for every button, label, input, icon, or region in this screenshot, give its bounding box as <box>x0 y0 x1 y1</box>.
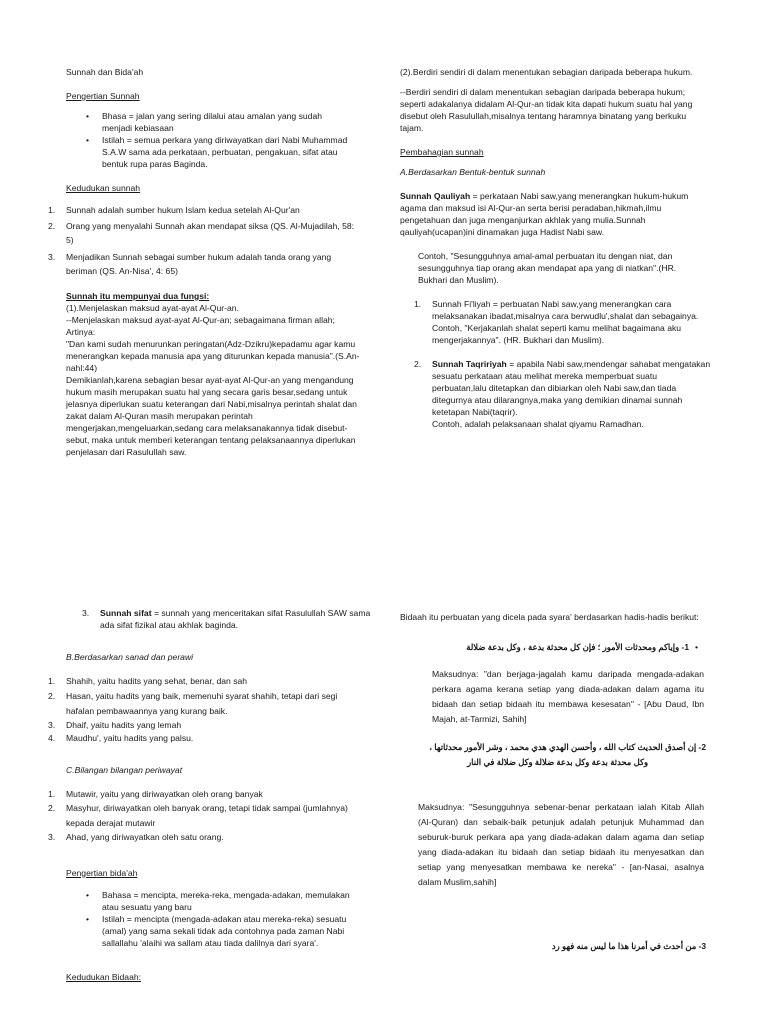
bentuk-sunnah-heading: A.Berdasarkan Bentuk-bentuk sunnah <box>400 167 546 177</box>
term-label: Sunnah sifat <box>100 608 152 618</box>
list-item: 2. Masyhur, diriwayatkan oleh banyak orang, tetapi tidak sampai (jumlahnya) kepada derajat mutawir <box>48 803 348 828</box>
kedudukan-sunnah-heading: Kedudukan sunnah <box>66 183 141 193</box>
kedudukan-sunnah-list <box>48 204 358 278</box>
sunnah-qauliyah-paragraph: Sunnah Qauliyah = perkataan Nabi saw,yang menerangkan hukum-hukum agama dan maksud isi Al-Qur-an serta berisi peradaban,hikmah,ilmu pengetahuan dan juga menganjurkan akhlak yang mulia.Sunnah qauliyah(ucapan)ini dinamakan juga Hadist Nabi saw. <box>400 191 689 237</box>
paragraph: --Berdiri sendiri di dalam menentukan sebagian daripada beberapa hukum; seperti adakalanya didalam Al-Qur-an tidak kita dapati hukum suatu hal yang disebut oleh Rasulullah,misalnya tentang haramnya binatang yang berkuku tajam. <box>400 87 693 133</box>
list-item: • Istilah = semua perkara yang diriwayatkan dari Nabi Muhammad S.A.W sama ada perkataan, perbuatan, pengakuan, sifat atau bentuk rupa paras Baginda. <box>86 134 348 170</box>
paragraph: --Menjelaskan maksud ayat-ayat Al-Qur-an; sebagaimana firman allah; Artinya: <box>66 315 335 337</box>
qauliyah-example: Contoh, "Sesungguhnya amal-amal perbuatan itu dengan niat, dan sesungguhnya tiap orang akan mendapat apa yang di niatkan".(HR. Bukhari dan Muslim). <box>418 251 677 285</box>
paragraph: Demikianlah,karena sebagian besar ayat-ayat Al-Qur-an yang mengandung hukum masih merupakan suatu hal yang secara garis besar,sedang untuk jelasnya diperlukan suatu keterangan dari Nabi,misalnya perintah shalat dan zakat dalam Al-Quran masih merupakan perintah mengerjakan,mengeluarkan,sedang cara melaksanakannya tidak disebut-sebut, maka untuk memberi keterangan tentang pelaksanaannya diperlukan penjelasan dari Rasulullah saw. <box>66 375 357 457</box>
term-label: Sunnah Fi'liyah <box>432 299 491 309</box>
arabic-text: وكل محدثة بدعة وكل بدعة ضلالة وكل ضلالة في النار <box>467 757 648 767</box>
hadith-1 <box>400 641 708 727</box>
hadith-2-maksud: Maksudnya: "Sesungguhnya sebenar-benar perkataan ialah Kitab Allah (Al-Quran) dan sebaik-baik petunjuk adalah petunjuk Muhammad dan seburuk-buruk perkara apa yang diada-adakan dalam agama dan setiap yang diada-adakan itu bidaah dan setiap bidaah itu menyesatkan dan setiap yang menyesatkan membawa ke nereka" - [an-Nasai, asalnya dalam Muslim,sahih] <box>418 802 704 887</box>
document-title: Sunnah dan Bida'ah <box>66 67 144 77</box>
hadith-2 <box>400 741 708 890</box>
p1-right-column <box>400 66 711 430</box>
pengertian-sunnah-heading: Pengertian Sunnah <box>66 91 140 101</box>
list-item: • Bahasa = mencipta, mereka-reka, mengada-adakan, memulakan atau sesuatu yang baru <box>86 889 358 913</box>
bidaah-intro: Bidaah itu perbuatan yang dicela pada syara' berdasarkan hadis-hadis berikut: <box>400 612 699 622</box>
paragraph: (2).Berdiri sendiri di dalam menentukan sebagian daripada beberapa hukum. <box>400 67 693 77</box>
list-item: 3. Dhaif, yaitu hadits yang lemah <box>48 719 182 730</box>
sanad-list <box>48 675 358 746</box>
pengertian-bidaah-list <box>86 889 358 949</box>
list-item: 1. Mutawir, yaitu yang diriwayatkan oleh orang banyak <box>48 788 263 799</box>
pengertian-sunnah-list <box>86 110 348 170</box>
bilangan-periwayat-heading: C.Bilangan bilangan periwayat <box>66 764 183 775</box>
paragraph: (1).Menjelaskan maksud ayat-ayat Al-Qur-an. <box>66 303 239 313</box>
list-item: 3. Ahad, yang diriwayatkan oleh satu orang. <box>48 832 224 842</box>
list-item: 2. Orang yang menyalahi Sunnah akan mendapat siksa (QS. Al-Mujadilah, 58: 5) <box>48 221 355 245</box>
fungsi-sunnah-heading: Sunnah itu mempunyai dua fungsi: <box>66 291 210 301</box>
bilangan-list <box>48 788 358 845</box>
list-item: 4. Maudhu', yaitu hadits yang palsu. <box>48 733 194 743</box>
term-label: Sunnah Taqririyah <box>432 359 507 369</box>
arabic-text: 1- وإياكم ومحدثات الأمور ؛ فإن كل محدثة بدعة ، وكل بدعة ضلالة <box>466 642 689 652</box>
pembahagian-sunnah-heading: Pembahagian sunnah <box>400 147 484 157</box>
list-item: 1. Shahih, yaitu hadits yang sehat, benar, dan sah <box>48 676 248 686</box>
p1-left-column <box>48 66 358 458</box>
kedudukan-bidaah-heading: Kedudukan Bidaah: <box>66 971 142 982</box>
hadith-1-maksud: Maksudnya: "dan berjaga-jagalah kamu daripada mengada-adakan perkara agama kerana setiap yang diada-adakan dalam agama itu bidaah dan setiap bidaah itu membawa kesesatan" - [Abu Daud, Ibn Majah, at-Tarmizi, Sahih] <box>432 669 704 724</box>
sanad-perawi-heading: B.Berdasarkan sanad dan perawi <box>66 652 194 662</box>
p2-left-column <box>48 607 371 983</box>
arabic-text: 2- إن أصدق الحديث كتاب الله ، وأحسن الهدي هدي محمد ، وشر الأمور محدثاتها ، <box>429 742 706 752</box>
list-item: • Istilah = mencipta (mengada-adakan atau mereka-reka) sesuatu (amal) yang sama sekali tidak ada contohnya pada zaman Nabi sallallahu 'alaihi wa sallam atau tiada dalilnya dari syara'. <box>86 913 358 949</box>
hadith-3-arabic: 3- من أحدث في أمرنا هذا ما ليس منه فهو رد <box>551 941 706 951</box>
taqririyah-example: Contoh, adalah pelaksanaan shalat qiyamu Ramadhan. <box>432 419 644 429</box>
p2-right-column <box>400 610 708 952</box>
sunnah-sifat-item: 3. Sunnah sifat = sunnah yang menceritakan sifat Rasulullah SAW sama ada sifat fizikal atau akhlak baginda. <box>82 608 371 630</box>
bullet: • <box>694 642 698 652</box>
paragraph: "Dan kami sudah menurunkan peringatan(Adz-Dzikru)kepadamu agar kamu menerangkan kepada manusia apa yang diturunkan kepada manusia".(S.An-nahl:44) <box>66 339 360 373</box>
sunnah-fiiliyah-item: 1. Sunnah Fi'liyah = perbuatan Nabi saw,yang menerangkan cara melaksanakan ibadat,misalnya cara berwudlu',shalat dan sebagainya. Contoh, "Kerjakanlah shalat seperti kamu melihat bagaimana aku mengerjakannya". (HR. Bukhari dan Muslim). <box>414 298 712 346</box>
list-item: • Bhasa = jalan yang sering dilalui atau amalan yang sudah menjadi kebiasaan <box>86 110 348 134</box>
list-item: 2. Hasan, yaitu hadits yang baik, memenuhi syarat shahih, tetapi dari segi hafalan pembawaannya yang kurang baik. <box>48 690 338 716</box>
fiiliyah-example: Contoh, "Kerjakanlah shalat seperti kamu melihat bagaimana aku mengerjakannya". (HR. Bukhari dan Muslim). <box>432 323 682 345</box>
sunnah-taqririyah-item: 2. Sunnah Taqririyah = apabila Nabi saw,mendengar sahabat mengatakan sesuatu perkataan atau melihat mereka memperbuat suatu perbuatan,lalu ditetapkan dan dibiarkan oleh Nabi saw,dan tiada ditegurnya atau dilarangnya,maka yang demikian dinamai sunnah ketetapan Nabi(taqrir). Contoh, adalah pelaksanaan shalat qiyamu Ramadhan. <box>414 359 711 429</box>
list-item: 1. Sunnah adalah sumber hukum Islam kedua setelah Al-Qur'an <box>48 205 300 215</box>
list-item: 3. Menjadikan Sunnah sebagai sumber hukum adalah tanda orang yang beriman (QS. An-Nisa', 4: 65) <box>48 252 332 276</box>
pengertian-bidaah-heading: Pengertian bida'ah <box>66 867 138 878</box>
fungsi-sunnah-section <box>66 290 364 458</box>
term-label: Sunnah Qauliyah <box>400 191 471 201</box>
